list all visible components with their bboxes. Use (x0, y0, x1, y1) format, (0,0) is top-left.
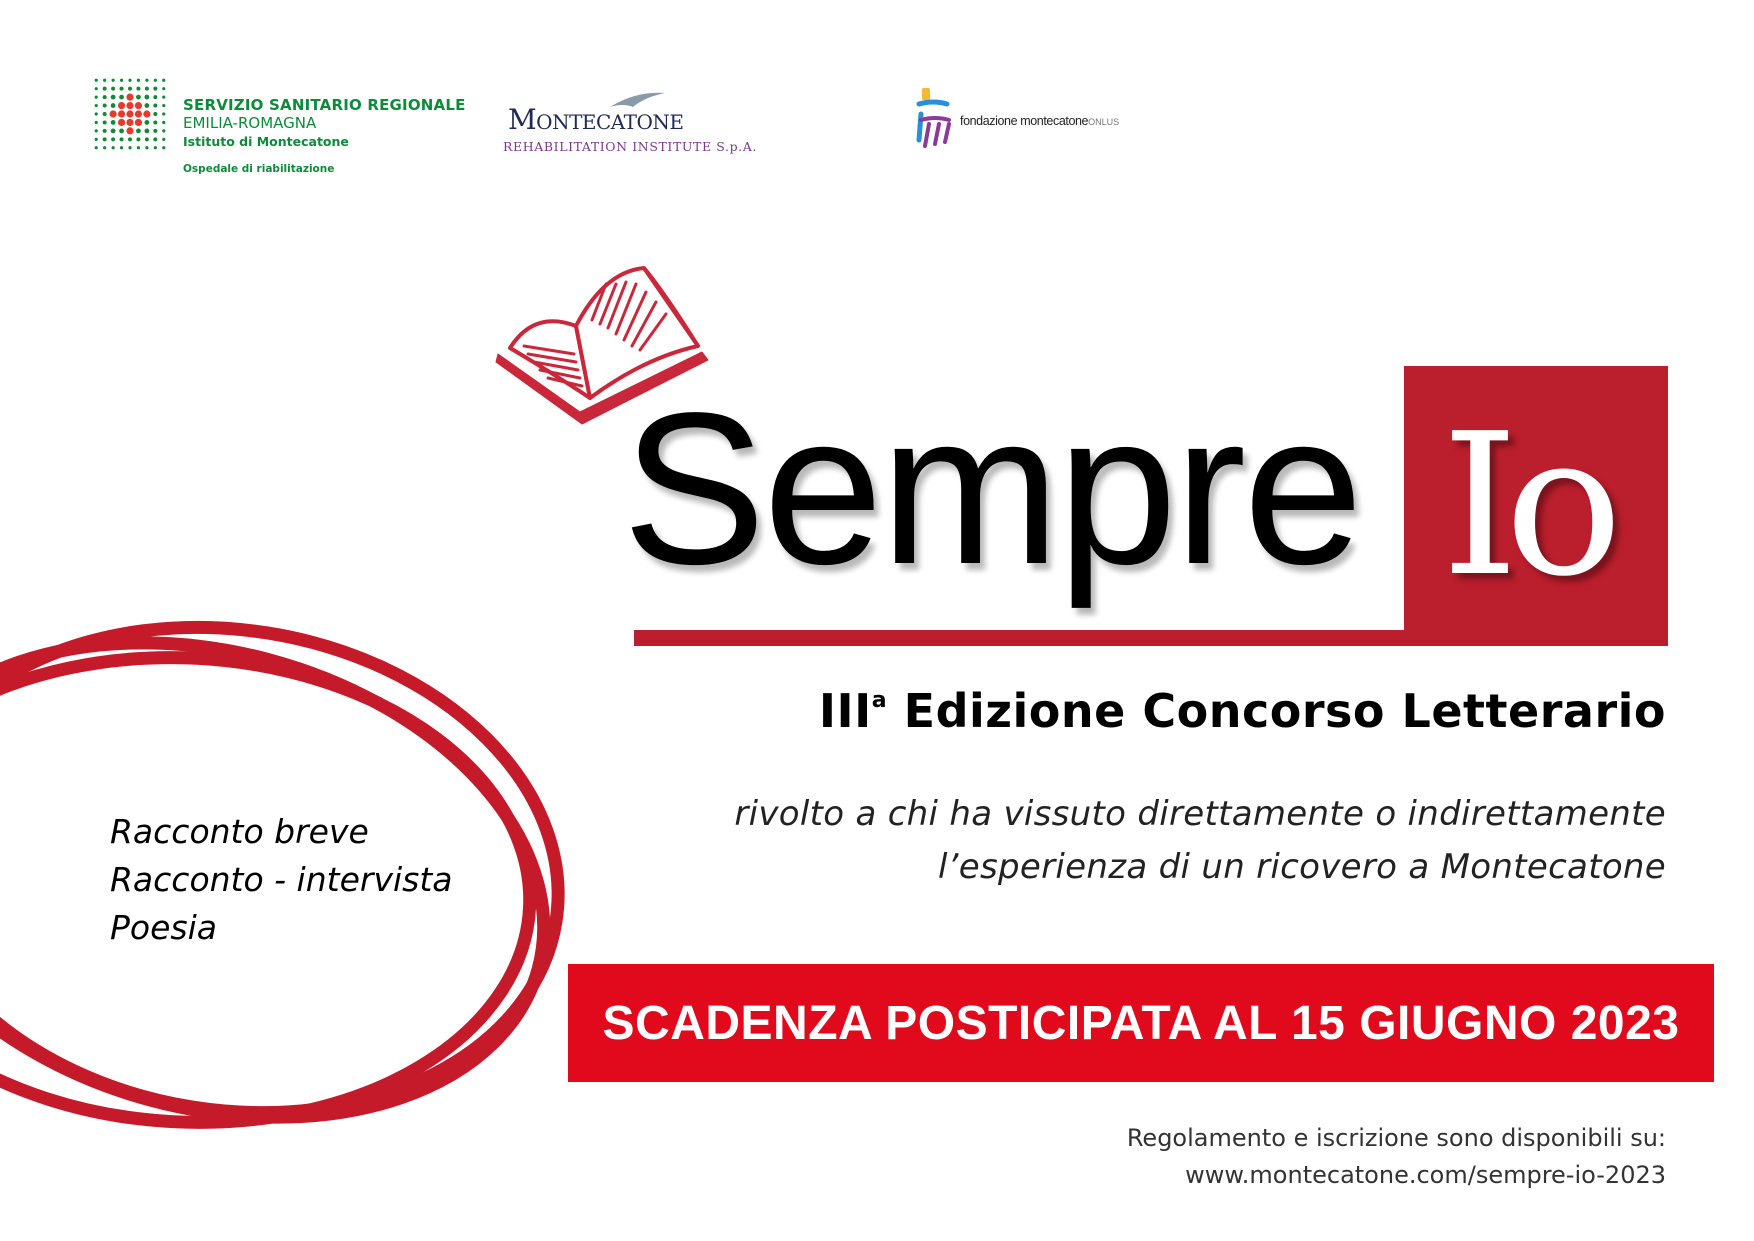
ssr-grid-dot (118, 102, 125, 109)
ssr-grid-dot (103, 146, 106, 149)
ssr-grid-dot (112, 79, 115, 82)
ssr-grid-dot (153, 95, 157, 99)
ssr-grid-dot (128, 79, 131, 82)
edition-roman: III (818, 684, 872, 738)
ssr-grid-dot (162, 146, 165, 149)
ssr-grid-dot (128, 87, 132, 91)
ssr-grid-dot (111, 137, 115, 141)
ssr-grid-dot (162, 121, 165, 124)
ssr-grid-dot (112, 146, 115, 149)
ssr-grid-dot (153, 120, 157, 124)
fondazione-name: fondazione montecatone (960, 114, 1089, 128)
ssr-grid-dot (95, 87, 98, 90)
montecatone-logo-subtitle: REHABILITATION INSTITUTE S.p.A. (503, 139, 757, 154)
ssr-grid-dot (153, 129, 157, 133)
ssr-grid-dot (95, 129, 98, 132)
ssr-line2: EMILIA-ROMAGNA (183, 113, 317, 132)
ssr-grid-dot (154, 79, 157, 82)
ssr-grid-dot (111, 128, 116, 133)
edition-superscript: a (871, 688, 888, 713)
ssr-grid-dot (136, 137, 140, 141)
fondazione-onlus: ONLUS (1088, 117, 1120, 127)
ssr-grid-dot (103, 95, 107, 99)
ssr-grid-dot (95, 146, 98, 149)
ssr-grid-dot (95, 112, 98, 115)
ssr-grid-dot (145, 137, 149, 141)
ssr-grid-dot (95, 121, 98, 124)
deadline-banner: SCADENZA POSTICIPATA AL 15 GIUGNO 2023 (568, 964, 1714, 1082)
ssr-grid-dot (110, 110, 117, 117)
title-io: Io (1441, 392, 1609, 620)
ssr-grid-dot (153, 104, 157, 108)
ssr-grid-dot (162, 104, 165, 107)
ssr-line3: Istituto di Montecatone (183, 133, 349, 149)
ssr-grid-dot (162, 96, 165, 99)
ssr-grid-dot (162, 87, 165, 90)
ssr-dot-grid-logo (92, 76, 168, 152)
ssr-grid-dot (95, 104, 98, 107)
ssr-grid-dot (95, 138, 98, 141)
ssr-grid-dot (136, 87, 140, 91)
description (734, 788, 1666, 894)
ssr-logo-text (183, 98, 466, 175)
ssr-grid-dot (103, 129, 107, 133)
ssr-grid-dot (144, 128, 149, 133)
ssr-grid-dot (103, 79, 106, 82)
ssr-grid-dot (145, 87, 149, 91)
category-list (110, 808, 453, 952)
ssr-grid-dot (136, 95, 141, 100)
ssr-grid-dot (120, 87, 124, 91)
ssr-grid-dot (126, 127, 133, 134)
ssr-grid-dot (144, 95, 149, 100)
ssr-grid-dot (162, 129, 165, 132)
ssr-grid-dot (136, 128, 141, 133)
ssr-grid-dot (135, 110, 142, 117)
ssr-grid-dot (126, 119, 133, 126)
ssr-grid-dot (103, 120, 107, 124)
ssr-grid-dot (95, 96, 98, 99)
ssr-grid-dot (135, 102, 142, 109)
ssr-grid-dot (137, 146, 140, 149)
ssr-grid-dot (143, 110, 150, 117)
footer-info (1127, 1120, 1666, 1194)
ssr-grid-dot (118, 119, 125, 126)
ssr-grid-dot (145, 146, 148, 149)
ssr-grid-dot (135, 119, 142, 126)
ssr-grid-dot (153, 87, 157, 91)
footer-line1: Regolamento e iscrizione sono disponibili su: (1126, 1124, 1666, 1152)
ssr-line4: Ospedale di riabilitazione (183, 162, 335, 175)
title-underline-bar (634, 630, 1668, 646)
montecatone-logo-name (508, 103, 684, 136)
ssr-grid-dot (144, 120, 149, 125)
ssr-grid-dot (154, 146, 157, 149)
category-item: Poesia (110, 908, 217, 947)
ssr-grid-dot (111, 87, 115, 91)
ssr-grid-dot (153, 112, 157, 116)
edition-heading (819, 684, 1666, 738)
ssr-grid-dot (126, 94, 133, 101)
footer-url: www.montecatone.com/sempre-io-2023 (1185, 1161, 1666, 1189)
category-item: Racconto - intervista (110, 860, 453, 899)
ssr-grid-dot (111, 103, 116, 108)
fondazione-figure-icon (913, 84, 963, 156)
fondazione-logo-text (960, 114, 1119, 128)
ssr-grid-dot (120, 146, 123, 149)
ssr-grid-dot (162, 79, 165, 82)
title-sempre: Sempre (622, 367, 1361, 609)
ssr-grid-dot (137, 79, 140, 82)
ssr-grid-dot (153, 137, 157, 141)
ssr-grid-dot (128, 137, 132, 141)
ssr-grid-dot (95, 79, 98, 82)
ssr-grid-dot (128, 146, 131, 149)
ssr-grid-dot (145, 79, 148, 82)
montecatone-name-text: Montecatone (508, 103, 684, 136)
ssr-grid-dot (103, 137, 107, 141)
ssr-grid-dot (103, 104, 107, 108)
ssr-grid-dot (103, 112, 107, 116)
ssr-grid-dot (119, 128, 124, 133)
ssr-grid-dot (111, 120, 116, 125)
ssr-grid-dot (103, 87, 107, 91)
ssr-grid-dot (144, 103, 149, 108)
ssr-grid-dot (162, 112, 165, 115)
ssr-grid-dot (162, 138, 165, 141)
ssr-grid-dot (126, 110, 133, 117)
ssr-grid-dot (118, 110, 125, 117)
description-line1: rivolto a chi ha vissuto direttamente o indirettamente (734, 794, 1666, 834)
ssr-grid-dot (111, 95, 116, 100)
ssr-grid-dot (126, 102, 133, 109)
ssr-grid-dot (120, 79, 123, 82)
ssr-grid-dot (120, 137, 124, 141)
description-line2: l’esperienza di un ricovero a Montecatone (937, 847, 1666, 887)
category-item: Racconto breve (110, 812, 369, 851)
edition-text: Edizione Concorso Letterario (903, 684, 1666, 738)
ssr-line1: SERVIZIO SANITARIO REGIONALE (183, 96, 466, 114)
ssr-grid-dot (119, 95, 124, 100)
